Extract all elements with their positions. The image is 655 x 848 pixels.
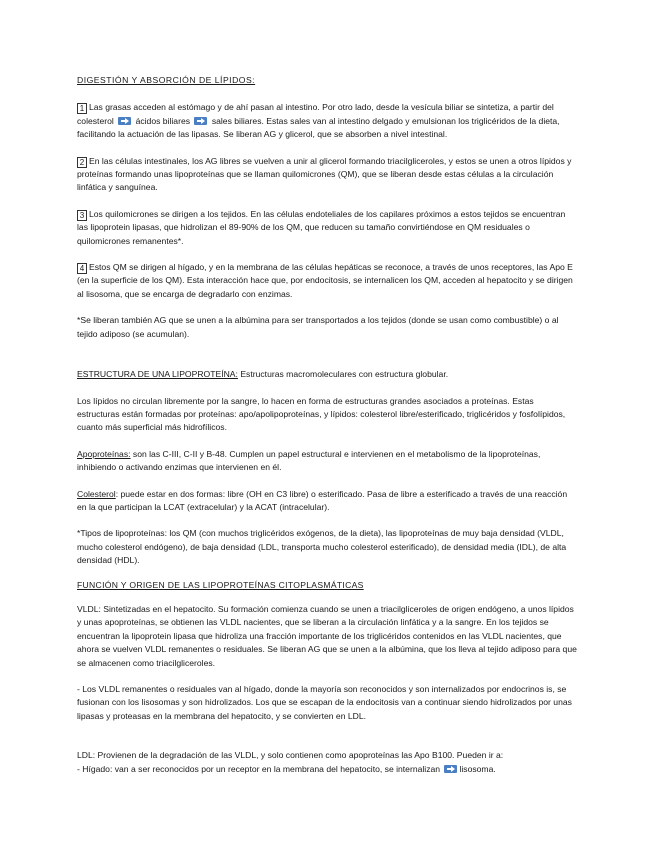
step-2-text: En las células intestinales, los AG libres se vuelven a unir al glicerol formando triacilgliceroles, y estos se unen a otros lípidos y proteínas formando unas lipoproteínas que se llaman quilomicrones (QM), que se liberan desde estas células a la circulación linfática y sanguínea. [77,155,572,193]
paragraph-step-4 [77,261,577,301]
apoproteins-text: son las C-III, C-II y B-48. Cumplen un papel estructural e intervienen en el metabolismo de la lipoproteínas, inhibiendo o activando enzimas que intervienen en él. [77,448,541,473]
step-1-text-a: Las grasas acceden al estómago y de ahí pasan al intestino. Por otro lado, desde la vesícula biliar se sintetiza, a partir del colesterol [77,102,554,126]
paragraph-step-1 [77,101,577,141]
paragraph-step-2 [77,155,577,195]
ldl-liver-text-b: lisosoma. [459,763,496,774]
section-title-digestion: DIGESTIÓN Y ABSORCIÓN DE LÍPIDOS: [77,75,256,85]
structure-description: Estructuras macromoleculares con estructura globular. [240,369,449,380]
number-box-icon: 2 [77,157,87,168]
number-box-icon: 3 [77,210,87,221]
apoproteins-paragraph [77,448,577,475]
paragraph-step-3 [77,208,577,248]
vldl-remnants-paragraph: - Los VLDL remanentes o residuales van al hígado, donde la mayoría son reconocidos y son internalizados por endocrinos is, se fusionan con los lisosomas y son hidrolizados. Los que se escapan de la endocitosis van a continuar siendo hidrolizados por unas lipasas y proteasas en la membrana del hepatocito, y se convierten en LDL. [77,684,572,721]
section-title-function: FUNCIÓN Y ORIGEN DE LAS LIPOPROTEÍNAS CITOPLASMÁTICAS [77,579,364,590]
section-title-structure: ESTRUCTURA DE UNA LIPOPROTEÍNA: [77,369,238,380]
ldl-liver-paragraph [77,763,577,776]
note-paragraph: *Se liberan también AG que se unen a la albúmina para ser transportados a los tejidos (donde se usan como combustible) o al tejido adiposo (se acumulan). [77,315,559,339]
ldl-paragraph: LDL: Provienen de la degradación de las VLDL, y solo contienen como apoproteínas las Apo B100. Pueden ir a: [77,750,504,761]
number-box-icon: 4 [77,263,87,274]
step-1-text-b: ácidos biliares [135,115,191,126]
section-title-structure-line [77,368,577,381]
apoproteins-term: Apoproteínas: [77,448,131,459]
ldl-liver-text-a: - Hígado: van a ser reconocidos por un receptor en la membrana del hepatocito, se internalizan [77,763,441,774]
lipids-paragraph: Los lípidos no circulan libremente por la sangre, lo hacen en forma de estructuras grandes asociados a proteínas. Estas estructuras están formadas por proteínas: apo/apolipoproteínas, y lípidos: colesterol libre/esterificado, triglicéridos y fosfolípidos, cuanto más superficial más hidrofílicos. [77,395,566,433]
step-4-text: Estos QM se dirigen al hígado, y en la membrana de las células hepáticas se reconoce, a través de unos receptores, las Apo E (en la superficie de los QM). Esta interacción hace que, por endocitosis, se internalicen los QM, acceden al hepatocito y se dirigen al lisosoma, que se encarga de degradarlo con enzimas. [77,262,573,299]
number-box-icon: 1 [77,103,87,114]
right-arrow-icon [444,765,457,773]
cholesterol-text: : puede estar en dos formas: libre (OH en C3 libre) o esterificado. Pasa de libre a esterificado a través de una reacción en la que participan la LCAT (extracelular) y la ACAT (intracelular). [77,488,568,512]
cholesterol-paragraph [77,488,577,515]
cholesterol-term: Colesterol [77,488,116,499]
step-1-text-c: sales biliares. Estas sales van al intestino delgado y emulsionan los triglicéridos de la dieta, facilitando la actuación de las lipasas. Se liberan AG y glicerol, que se absorben a nivel intestinal. [77,115,560,140]
step-3-text: Los quilomicrones se dirigen a los tejidos. En las células endoteliales de los capilares próximos a estos tejidos se encuentran las lipoprotein lipasas, que hidrolizan el 89-90% de los QM, que reducen su tamaño convirtiéndose en QM residuales o quilomicrones remanentes*. [77,208,566,246]
right-arrow-icon [118,117,131,125]
right-arrow-icon [194,117,207,125]
document-page [77,70,577,776]
lipoprotein-types-paragraph: *Tipos de lipoproteínas: los QM (con muchos triglicéridos exógenos, de la dieta), las lipoproteínas de muy baja densidad (VLDL, mucho colesterol endógeno), de baja densidad (LDL, transporta mucho colesterol esterificado), de densidad media (IDL), de alta densidad (HDL). [77,528,567,566]
vldl-paragraph: VLDL: Sintetizadas en el hepatocito. Su formación comienza cuando se unen a triacilgliceroles de origen endógeno, a unos lípidos y unas apoproteínas, se obtienen las VLDL nacientes, que se liberan a la circulación linfática y a la sangre. En los tejidos se encuentran la lipoprotein lipasa que hidroliza una fracción importante de los triglicéridos contenidos en las VLDL nacientes, que ahora se vuelven VLDL remanentes o residuales. Se liberan AG que se unen a la albúmina, que los lleva al tejido adiposo para que se almacenen como triacilgliceroles. [77,603,577,668]
